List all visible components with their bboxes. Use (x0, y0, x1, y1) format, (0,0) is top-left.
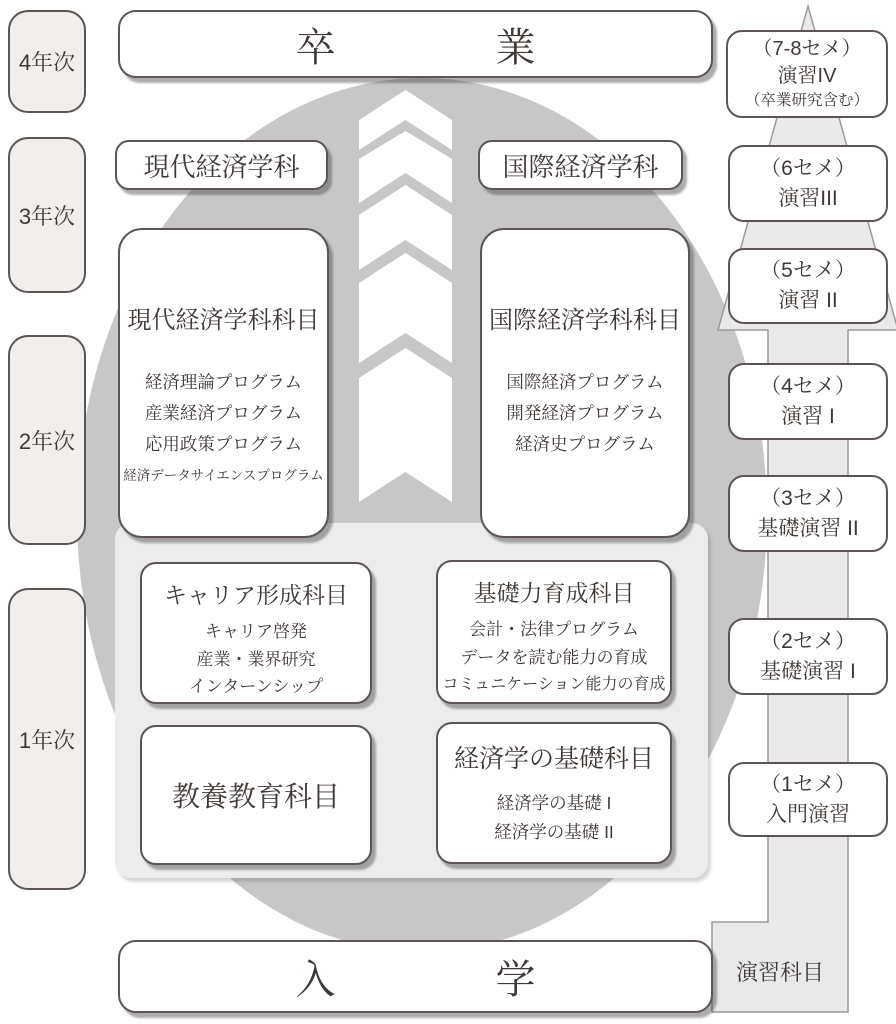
semester-label: （2セメ） (760, 629, 856, 653)
seminar-name: 入門演習 (766, 802, 850, 826)
admission-char: 学 (495, 958, 536, 1002)
list-item: キャリア啓発 (205, 622, 307, 641)
item-list (142, 618, 370, 701)
seminar-step-6 (728, 145, 888, 222)
seminar-name: 演習 I (781, 404, 835, 428)
year-label-2: 2年次 (8, 335, 86, 545)
program-item: 経済理論プログラム (144, 372, 303, 392)
list-item: インターンシップ (188, 677, 324, 696)
seminar-track-label: 演習科目 (735, 960, 824, 985)
dept-label-international-economics: 国際経済学科 (478, 140, 683, 190)
seminar-step-2 (728, 618, 888, 695)
program-item: 応用政策プログラム (144, 434, 303, 454)
program-item: 経済史プログラム (515, 434, 655, 454)
semester-label: （3セメ） (760, 486, 856, 510)
seminar-name: 演習IV (777, 65, 837, 87)
list-item: 経済学の基礎 II (494, 822, 614, 842)
list-item: 産業・業界研究 (196, 649, 316, 669)
program-item: 国際経済プログラム (506, 372, 664, 392)
program-item: 経済データサイエンスプログラム (123, 468, 324, 483)
seminar-step-7-8 (726, 30, 888, 118)
item-list (438, 616, 670, 699)
liberal-arts-box: 教養教育科目 (140, 725, 372, 865)
item-list (438, 789, 670, 847)
seminar-note: （卒業研究含む） (744, 92, 869, 109)
box-title: 経済学の基礎科目 (453, 745, 654, 773)
graduation-char: 卒 (295, 25, 336, 70)
semester-label: （4セメ） (760, 374, 856, 398)
seminar-step-4 (728, 363, 888, 440)
graduation-bar (118, 10, 713, 78)
box-title: 現代経済学科科目 (127, 307, 320, 334)
modern-economics-subjects-box (118, 228, 329, 538)
program-item: 産業経済プログラム (144, 403, 303, 423)
seminar-name: 基礎演習 I (760, 659, 856, 683)
dept-label-modern-economics: 現代経済学科 (115, 140, 328, 190)
semester-label: （1セメ） (760, 772, 856, 796)
seminar-step-5 (728, 248, 888, 324)
year-label-1: 1年次 (8, 588, 86, 890)
economics-basics-box (436, 722, 672, 864)
box-title: 国際経済学科科目 (489, 307, 681, 334)
year-label-3: 3年次 (8, 137, 86, 293)
semester-label: （5セメ） (760, 259, 856, 282)
seminar-name: 基礎演習 II (757, 516, 859, 540)
international-economics-subjects-box (480, 228, 690, 538)
box-title: 基礎力育成科目 (473, 580, 635, 606)
program-item: 開発経済プログラム (506, 403, 664, 423)
admission-bar (118, 940, 713, 1013)
box-title: キャリア形成科目 (164, 582, 348, 608)
seminar-step-1 (728, 762, 888, 837)
graduation-char: 業 (495, 25, 536, 70)
career-subjects-box (140, 562, 372, 704)
seminar-name: 演習 II (778, 289, 838, 312)
program-list (120, 367, 327, 491)
seminar-step-3 (728, 475, 888, 552)
seminar-name: 演習III (778, 186, 838, 210)
list-item: 経済学の基礎 I (496, 793, 612, 813)
list-item: データを読む能力の育成 (460, 647, 648, 667)
semester-label: （7-8セメ） (752, 38, 862, 60)
foundation-skills-box (436, 560, 672, 704)
list-item: コミュニケーション能力の育成 (442, 676, 666, 693)
program-list (482, 367, 688, 460)
admission-char: 入 (295, 958, 336, 1002)
list-item: 会計・法律プログラム (469, 620, 639, 639)
year-label-4: 4年次 (8, 10, 86, 113)
semester-label: （6セメ） (760, 156, 856, 180)
